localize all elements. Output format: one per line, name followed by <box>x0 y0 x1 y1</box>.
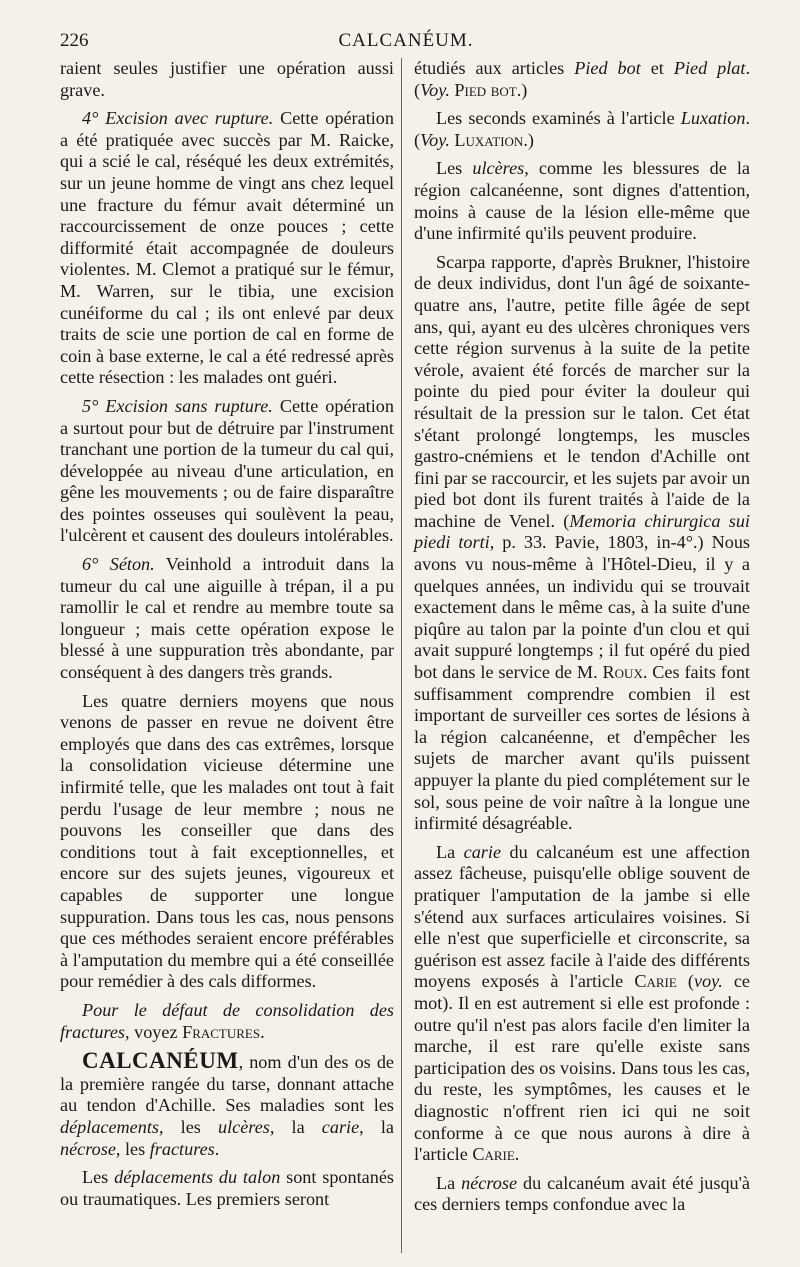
paragraph-carie <box>414 842 750 1166</box>
italic-text: Memoria chirurgica sui piedi torti <box>414 510 750 553</box>
text-span: , les <box>158 1116 218 1137</box>
paragraph <box>414 108 750 151</box>
italic-text: Pour le défaut de consolidation des fractures, <box>60 999 394 1042</box>
paragraph-ulceres <box>414 158 750 244</box>
italic-text: Pied bot <box>574 58 641 78</box>
text-span: sont spontanés ou traumatiques. Les premiers seront <box>60 1167 394 1209</box>
paragraph-seton <box>60 554 394 684</box>
paragraph <box>60 691 394 993</box>
paragraph-scarpa <box>414 252 750 835</box>
text-span: La <box>436 841 464 862</box>
text-span: .) <box>523 129 534 150</box>
text-span: , p. 33. Pavie, 1803, in-4°.) Nous avons vu nous-même à l'Hôtel-Dieu, il y a quelques années, un individu qui se trouvait exactement dans le même cas, à la suite d'une piqûre au talon par la pointe d'un clou et qui avait suppuré longtemps ; il fut opéré du pied bot dans le service de M. <box>414 532 750 683</box>
text-span: La <box>436 1172 462 1193</box>
text-span: voyez <box>129 1021 183 1042</box>
text-span: raient seules justifier une opération aussi grave. <box>60 58 394 100</box>
text-span: du calcanéum est une affection assez fâcheuse, puisqu'elle oblige souvent de pratiquer l'amputation de la jambe si elle s'étend aux surfaces articulaires voisines. Si elle n'est que superficielle et circonscrite, sa guérison est assez facile à l'aide des différents moyens exposés à l'article <box>414 841 750 992</box>
text-span: Luxation <box>449 129 524 150</box>
italic-text: déplacements du talon <box>114 1167 281 1188</box>
italic-text: Pied plat <box>673 58 746 78</box>
text-span: Les <box>436 158 473 179</box>
text-span: ce mot). Il en est autrement si elle est profonde : outre qu'il n'est pas alors facile d'en limiter la marche, il est rare qu'elle existe sans participation des os voisins. Dans tous les cas, du reste, les symptômes, les causes et le diagnostic n'offrent rien ici qui ne soit conforme à ce que nous aurons à dire à l'article <box>414 971 750 1165</box>
italic-text: déplacements <box>60 1116 159 1137</box>
right-column <box>414 58 750 1223</box>
entry-calcaneum <box>60 1050 394 1160</box>
paragraph <box>60 1167 394 1210</box>
paragraph-necrose <box>414 1173 750 1216</box>
paragraph-excision-rupture <box>60 108 394 389</box>
text-span: , la <box>359 1116 394 1137</box>
text-span: , les <box>115 1138 150 1159</box>
italic-text: nécrose <box>461 1172 518 1193</box>
text-span: . <box>214 1138 220 1159</box>
italic-text: carie <box>321 1116 360 1137</box>
text-span: .) <box>516 79 528 100</box>
italic-text: 5° Excision sans rupture. <box>82 395 273 416</box>
text-span: Les quatre derniers moyens que nous venons de passer en revue ne doivent être employés que dans des cas extrêmes, lorsque la consolidation vicieuse détermine une infirmité telle, que les malades ont tout à fait perdu l'usage de leur membre ; nous ne pouvons les conseiller que dans des conditions tout à fait exceptionnelles, et encore sur des sujets jeunes, vigoureux et capables de supporter une longue suppuration. Dans tous les cas, nous pensons que ces méthodes seraient encore préférables à l'amputation du membre qui a été conseillée pour remédier à des cals difformes. <box>60 690 394 992</box>
paragraph <box>414 58 750 101</box>
text-span: Roux <box>602 662 643 683</box>
text-span: Les <box>82 1167 115 1188</box>
italic-text: Voy. <box>420 129 450 150</box>
italic-text: 6° Séton. <box>82 554 155 575</box>
text-span: Carie <box>634 971 677 992</box>
text-span: et <box>640 58 674 78</box>
text-span: , nom d'un des os de la première rangée du tarse, donnant attache au tendon d'Achille. Ses maladies sont les <box>60 1052 394 1116</box>
text-span: Cette opération a été pratiquée avec succès par M. Raicke, qui a scié le cal, réséqué les deux extrémités, sur un jeune homme de vingt ans chez lequel une fracture du fémur avait déterminé un raccourcissement de onze pouces ; cette difformité était accompagnée de douleurs violentes. M. Clemot a pratiqué sur le fémur, M. Warren, sur le tibia, une excision cunéiforme du cal ; ils ont enlevé par deux traits de scie une portion de cal en forme de coin à base externe, le cal a été redressé après cette résection : les malades ont guéri. <box>60 108 394 388</box>
paragraph-cross-reference <box>60 1000 394 1043</box>
text-span: . <box>514 1144 520 1165</box>
text-span: étudiés aux articles <box>414 58 575 78</box>
italic-text: ulcères <box>218 1116 270 1137</box>
paragraph-excision-sans-rupture <box>60 396 394 547</box>
italic-text: voy. <box>693 971 723 992</box>
italic-text: ulcères <box>472 158 525 179</box>
column-divider <box>401 58 402 1253</box>
text-span: Les seconds examinés à l'article <box>436 108 681 129</box>
italic-text: fractures <box>149 1138 215 1159</box>
text-span: . ( <box>414 108 750 150</box>
text-span: ( <box>676 971 694 992</box>
text-span: Fractures. <box>182 1021 265 1042</box>
text-span: Carie <box>472 1144 515 1165</box>
text-span: . Ces faits font suffisamment comprendre combien il est important de surveiller ces sortes de lésions à la région calcanéenne, et d'empêcher les sujets de marcher avant qu'ils puissent appuyer la plante du pied complétement sur le sol, sous peine de voir naître à la longue une infirmité désagréable. <box>414 662 750 834</box>
italic-text: 4° Excision avec rupture. <box>82 108 274 129</box>
left-column <box>60 58 394 1217</box>
italic-text: nécrose <box>60 1138 116 1159</box>
italic-text: Luxation <box>680 108 746 129</box>
text-span: Scarpa rapporte, d'après Brukner, l'histoire de deux individus, dont l'un âgé de soixante-quatre ans, l'autre, petite fille âgée de sept ans, qui, ayant eu des ulcères chroniques vers cette région survenus à la suite de la petite vérole, avaient été forcés de marcher sur la pointe du pied pour éviter la douleur qui résultait de la pression sur le talon. Cet état s'étant prolongé longtemps, les muscles gastro-cnémiens et le tendon d'Achille ont fini par se raccourcir, et les sujets par avoir un pied bot dont ils furent traités à l'aide de la machine de Venel. ( <box>414 251 750 531</box>
text-span: , comme les blessures de la région calcanéenne, sont dignes d'attention, moins à cause de la lésion elle-même que d'une infirmité qu'ils peuvent produire. <box>414 158 750 244</box>
paragraph <box>60 58 394 101</box>
text-span: , la <box>269 1116 322 1137</box>
text-span: . ( <box>414 58 750 100</box>
italic-text: Voy. <box>420 79 450 100</box>
entry-headword: CALCANÉUM <box>82 1048 239 1074</box>
text-span: du calcanéum avait été jusqu'à ces derniers temps confondue avec la <box>414 1172 750 1215</box>
text-span: Pied bot <box>449 79 517 100</box>
page-number: 226 <box>60 30 89 51</box>
running-title: CALCANÉUM. <box>338 30 474 51</box>
italic-text: carie <box>463 841 502 862</box>
page-header <box>60 30 752 58</box>
text-span: Veinhold a introduit dans la tumeur du cal une aiguille à trépan, il a pu ramollir le cal et rendre au membre toute sa longueur ; mais cette opération expose le blessé à une suppuration très abondante, par conséquent à des dangers très grands. <box>60 554 394 683</box>
text-span: Cette opération a surtout pour but de détruire par l'instrument tranchant une portion de la tumeur du cal qui, développée au niveau d'une articulation, en gêne les mouvements ; ou de faire disparaître des pointes osseuses qui soulèvent la peau, l'ulcèrent et causent des douleurs intolérables. <box>60 395 394 546</box>
